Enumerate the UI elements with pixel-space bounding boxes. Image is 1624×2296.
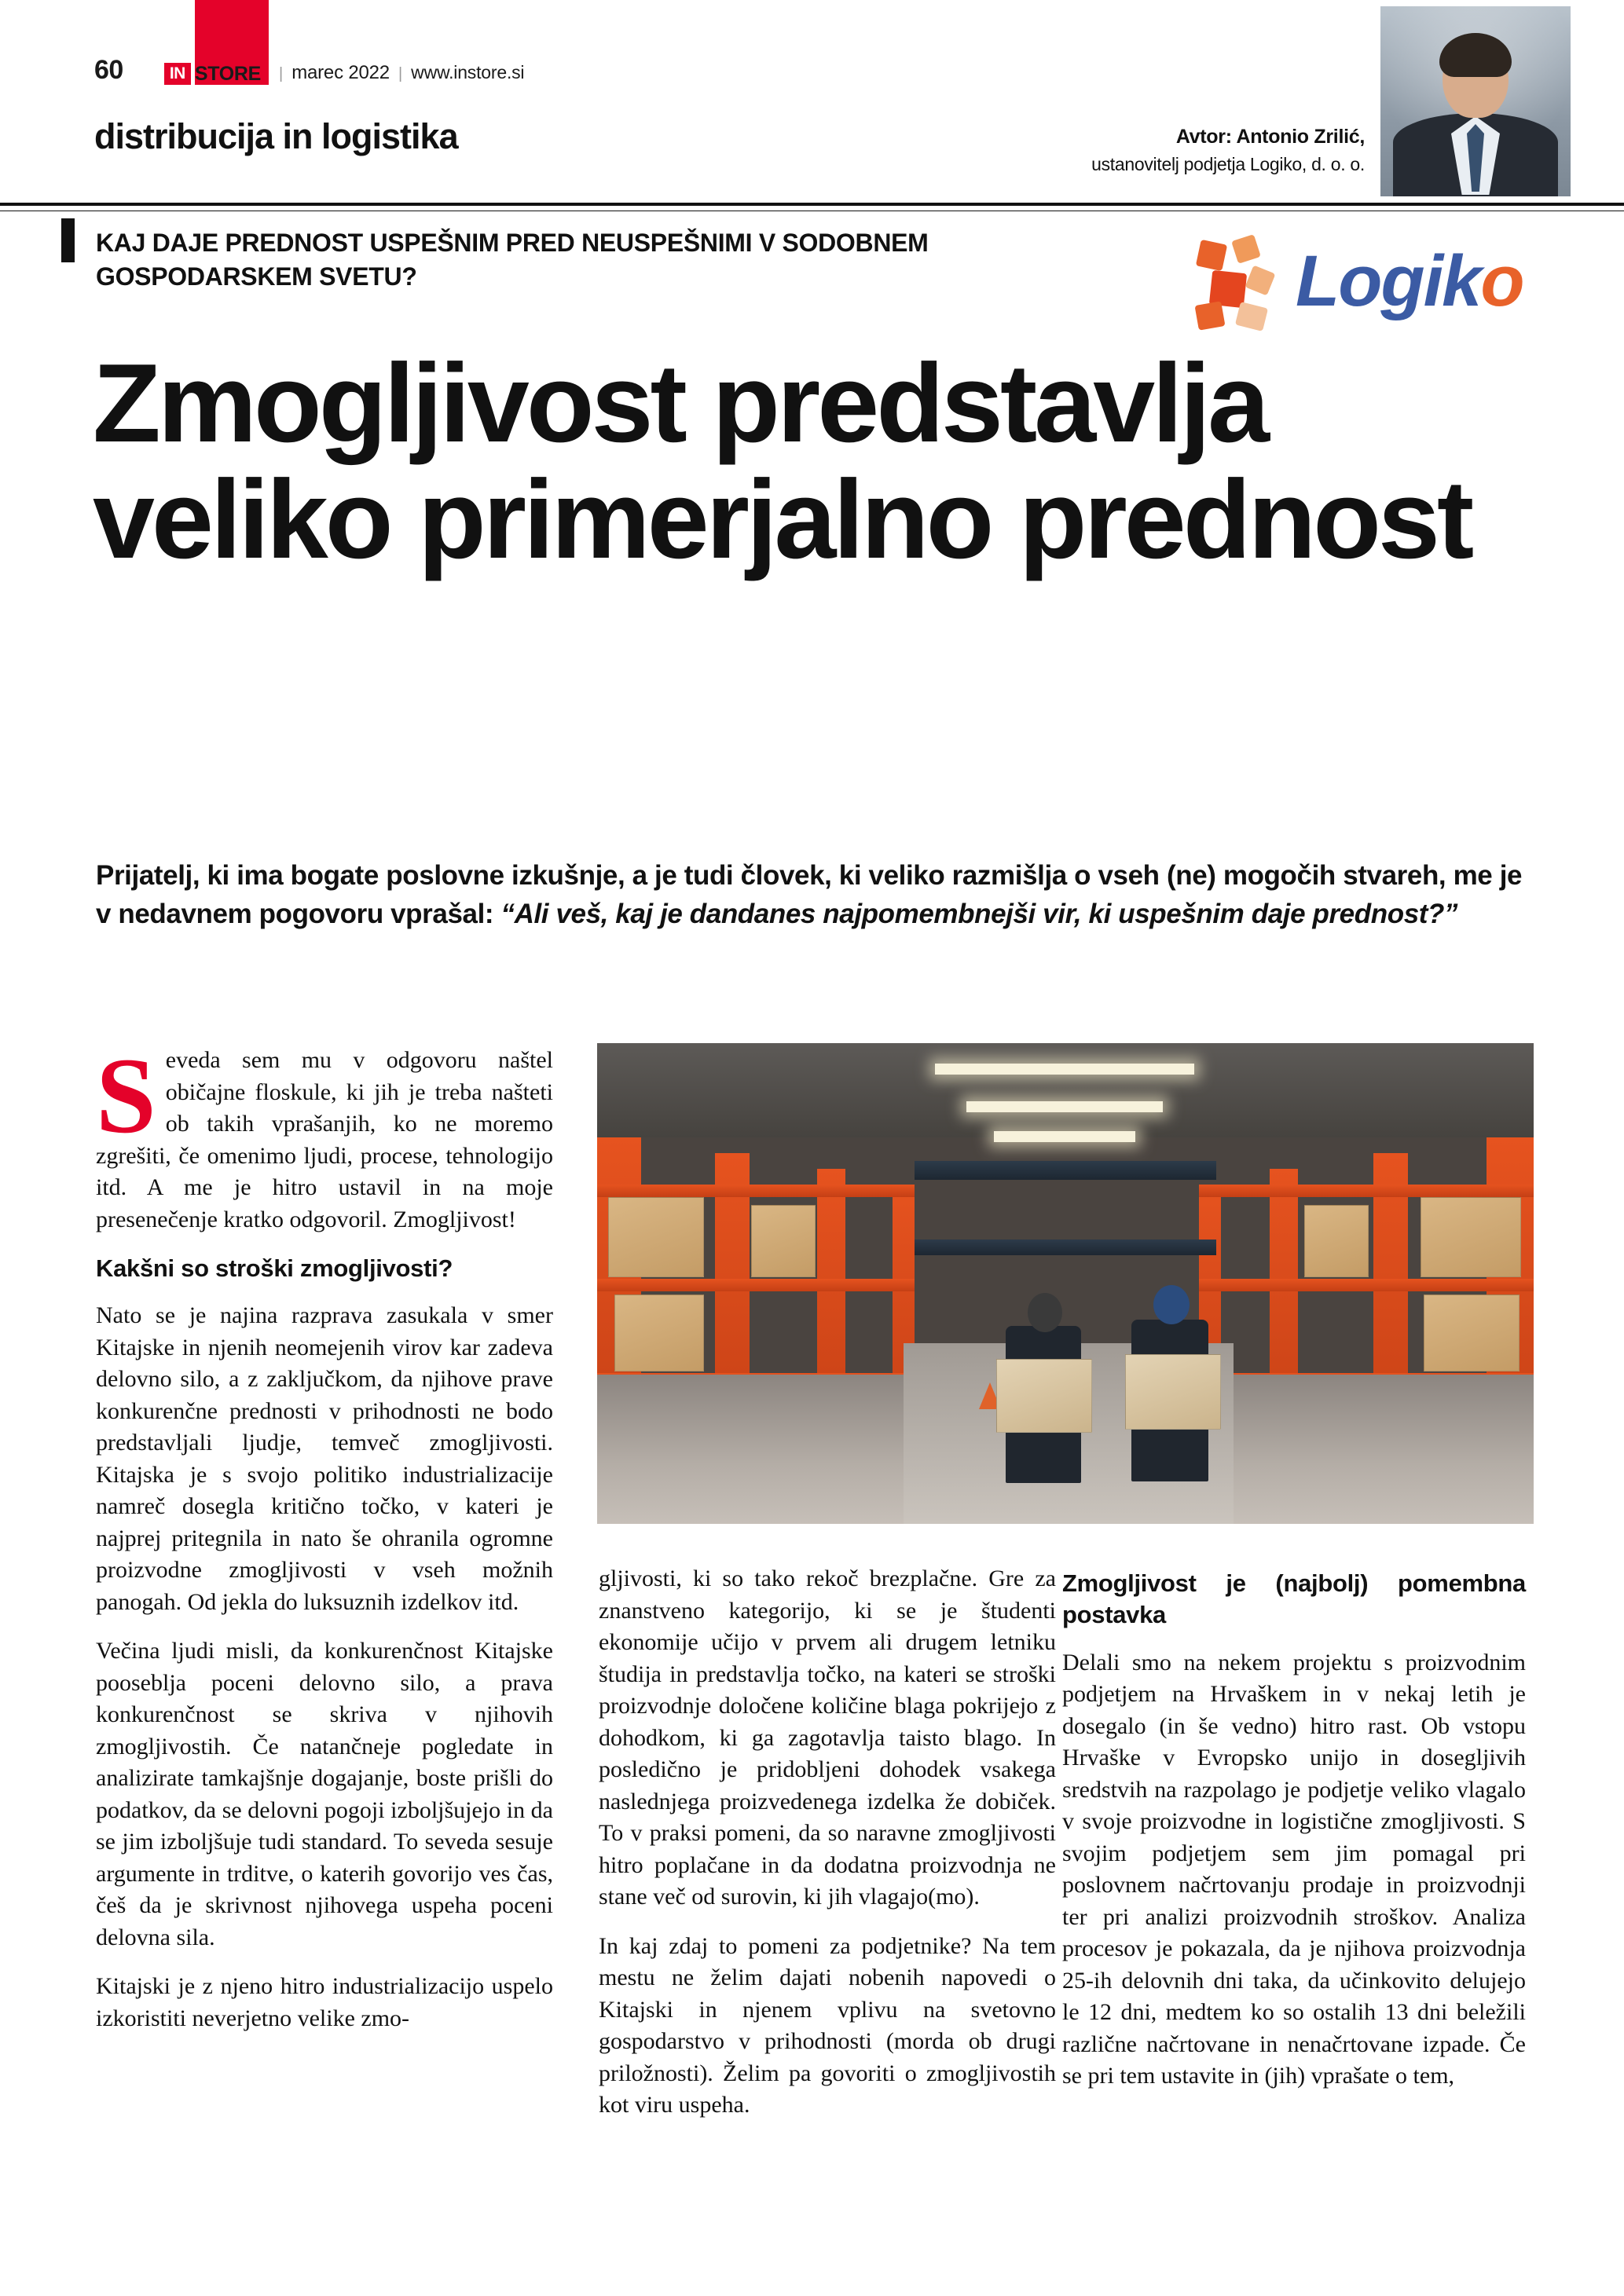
page-number: 60 — [94, 55, 123, 85]
photo-rack-left-beam-1 — [597, 1185, 915, 1197]
author-role: ustanovitelj podjetja Logiko, d. o. o. — [1091, 154, 1365, 174]
kicker-marker — [61, 218, 75, 262]
column3-paragraph-1: Delali smo na nekem projektu s proizvodnim podjetjem na Hrvaškem in v nekaj letih je dosegalo (in še vedno) hitro rast. Ob vstopu Hrvaške v Evropsko unijo in dosegljivih sredstvih na razpolago je podjetje veliko vlagalo v svoje proizvodne in logistične zmogljivosti. S svojim podjetjem sem jim pomagal pri poslovnem načrtovanju prodaje in proizvodnji ter pri analizi proizvodnih stroškov. Analiza procesov je pokazala, da je njihova proizvodnja 25-ih delovnih dni taka, da učinkovito delujejo le 12 dni, medtem ko so ostalih 13 dni beležili različne načrtovane in nenačrtovane izpade. Če se pri tem ustavite in (jih) vprašate o tem, — [1062, 1649, 1526, 2089]
column1-paragraph-1-text: eveda sem mu v odgovoru naštel običajne floskule, ki jih je treba našteti ob takih vprašanjih, ko ne moremo zgrešiti, če omenimo ljudi, procese, tehnologijo itd. A me je hitro ustavil in na moje presenečenje kratko odgovoril. Zmogljivost! — [96, 1047, 553, 1232]
article-column-2 — [599, 1563, 1056, 2139]
photo-worker-2-head — [1153, 1285, 1190, 1324]
instore-logo-in: IN — [164, 63, 191, 85]
column1-paragraph-4: Kitajski je z njeno hitro industrializacijo uspelo izkoristiti neverjetno velike zmo- — [96, 1973, 553, 2031]
column1-paragraph-1 — [96, 1035, 553, 1236]
article-column-3 — [1062, 1563, 1526, 2110]
photo-rack-right-beam-2 — [1199, 1279, 1534, 1291]
photo-ceiling-light-1 — [935, 1064, 1194, 1075]
column2-paragraph-1: gljivosti, ki so tako rekoč brezplačne. Gre za znanstveno kategorijo, ki se je študenti ekonomije učijo v prvem ali drugem letniku študija in predstavlja točko, na kateri se stroški proizvodnje določene količine blaga pokrijejo z dohodkom, ki ga zagotavlja taisto blago. In posledično je pridobljeni dohodek vsakega naslednjega proizvedenega izdelka že dobiček. To v praksi pomeni, da so naravne zmogljivosti hitro poplačane in da dodatna proizvodnja ne stane več od surovin, ki jih vlagajo(mo). — [599, 1565, 1056, 1910]
instore-logo-store: STORE — [194, 62, 261, 85]
author-name: Avtor: Antonio Zrilić, — [1175, 126, 1365, 148]
standfirst-quote: “Ali veš, kaj je dandanes najpomembnejši vir, ki uspešnim daje prednost?” — [500, 899, 1458, 929]
photo-pallet-box-5 — [1304, 1205, 1369, 1277]
header-separator-2: | — [398, 65, 403, 82]
author-portrait-photo — [1380, 6, 1571, 196]
photo-ceiling-light-3 — [994, 1131, 1135, 1142]
photo-worker-1-carried-box — [996, 1359, 1092, 1433]
photo-pallet-box-3 — [614, 1294, 704, 1371]
photo-pallet-box-2 — [751, 1205, 816, 1277]
article-column-1 — [96, 1035, 553, 2052]
photo-rack-left-beam-2 — [597, 1279, 915, 1291]
photo-pallet-box-1 — [608, 1197, 704, 1277]
logiko-wordmark-accent: o — [1480, 241, 1523, 321]
header-date: marec 2022 — [291, 62, 390, 83]
header-separator-1: | — [279, 65, 284, 82]
logiko-blocks-icon — [1193, 237, 1288, 331]
photo-worker-1-head — [1028, 1293, 1062, 1332]
column1-subheading: Kakšni so stroški zmogljivosti? — [96, 1254, 453, 1282]
column1-paragraph-2: Nato se je najina razprava zasukala v smer Kitajske in njenih neomejenih virov kar zadeva delovno silo, a z zaključkom, da njihove prave konkurenčne prednosti v prihodnosti ne bodo predstavljali ljudje, temveč zmogljivosti. Kitajska je s svojo politiko industrializacije namreč dosegla kritično točko, v kateri je najprej pritegnila in nato še ohranila ogromne proizvodne zmogljivosti v vseh možnih panogah. Od jekla do luksuznih izdelkov itd. — [96, 1302, 553, 1615]
column2-paragraph-2: In kaj zdaj to pomeni za podjetnike? Na tem mestu ne želim dajati nobenih napovedi o Kitajski in njenem vplivu na svetovno gospodarstvo v prihodnosti (morda ob drugi priložnosti). Želim pa govoriti o zmogljivostih kot viru uspeha. — [599, 1932, 1056, 2118]
column3-subheading: Zmogljivost je (najbolj) pomembna postavka — [1062, 1569, 1526, 1629]
standfirst-lead: Prijatelj, ki ima bogate poslovne izkušnje, a je tudi človek, ki veliko razmišlja o vseh (ne) mogočih stvareh, me je v nedavnem pogovoru vprašal: — [96, 860, 1523, 929]
article-standfirst — [96, 856, 1534, 933]
photo-back-beam-2 — [915, 1240, 1216, 1255]
photo-worker-2-carried-box — [1125, 1354, 1221, 1430]
article-headline: Zmogljivost predstavlja veliko primerjalno prednost — [93, 341, 1472, 582]
dropcap-letter: S — [96, 1035, 156, 1155]
page-header — [94, 55, 1430, 94]
header-website-url[interactable]: www.instore.si — [411, 62, 525, 82]
article-kicker: KAJ DAJE PREDNOST USPEŠNIM PRED NEUSPEŠNIMI V SODOBNEM GOSPODARSKEM SVETU? — [96, 229, 929, 291]
photo-back-beam — [915, 1161, 1216, 1180]
logiko-logo — [1162, 203, 1586, 360]
section-title: distribucija in logistika — [94, 116, 458, 156]
logiko-wordmark — [1296, 240, 1523, 323]
logiko-wordmark-main: Logik — [1296, 241, 1481, 321]
author-credit — [1091, 126, 1365, 175]
article-photo — [597, 1043, 1534, 1524]
instore-logo — [164, 59, 261, 89]
column1-paragraph-3: Večina ljudi misli, da konkurenčnost Kitajske poosebljа poceni delovno silo, a prava konkurenčnost se skriva v njihovih zmogljivostih. Če natančneje pogledate in analizirate tamkajšnje dogajanje, boste prišli do podatkov, da se delovni pogoji izboljšujejo in da se jim izboljšuje tudi standard. To seveda sesuje argumente in trditve, o katerih govorijo ves čas, češ da je skrivnost njihovega uspeha poceni delovna sila. — [96, 1638, 553, 1950]
photo-ceiling — [597, 1043, 1534, 1137]
photo-pallet-box-4 — [1421, 1197, 1521, 1277]
photo-ceiling-light-2 — [966, 1101, 1163, 1112]
photo-rack-right-beam-1 — [1199, 1185, 1534, 1197]
photo-pallet-box-6 — [1424, 1294, 1520, 1371]
